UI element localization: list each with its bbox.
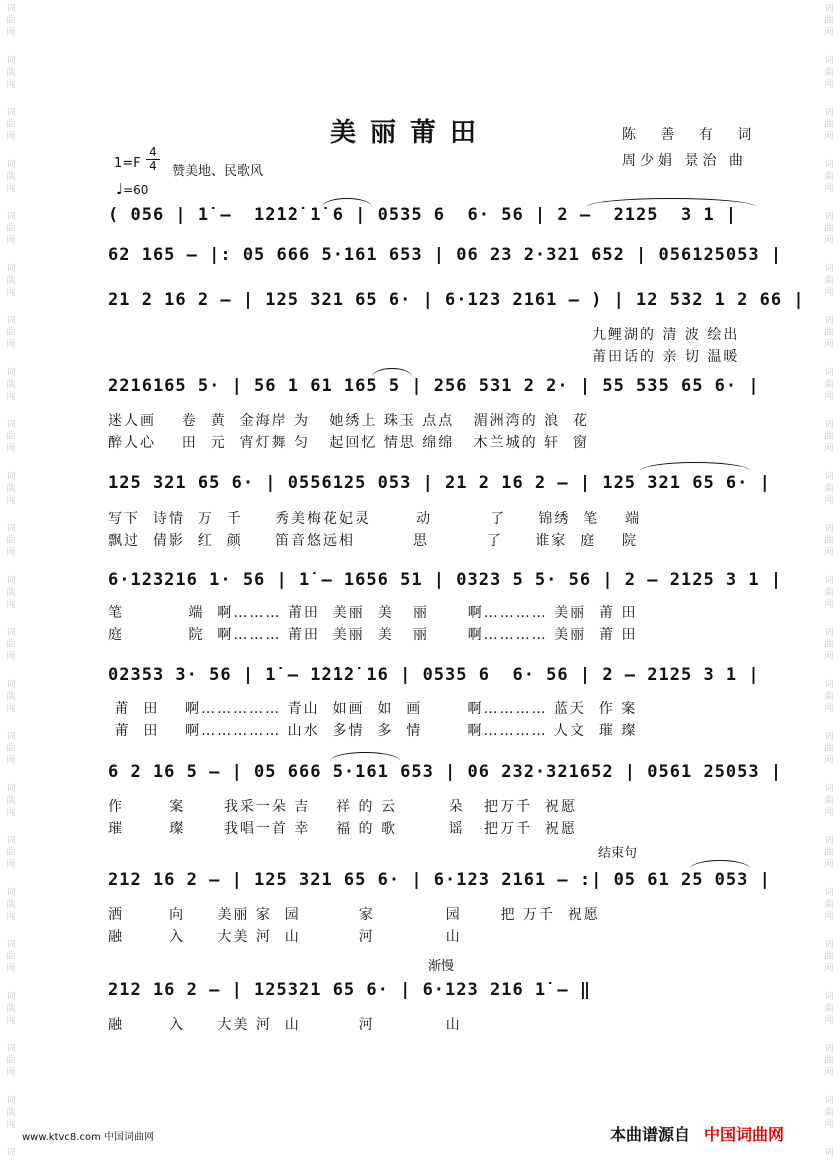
side-watermark-glyph: 词 (824, 56, 834, 66)
side-watermark-glyph: 曲 (824, 640, 834, 650)
side-watermark-glyph: 词 (824, 836, 834, 846)
side-watermark-glyph: 词 (6, 4, 16, 14)
score-line-4: 2216165 5· | 56 1 61 165 5 | 256 531 2 2· | 55 535 65 6· | (108, 376, 760, 396)
side-watermark-glyph: 词 (6, 108, 16, 118)
lyric-line-6a: 笔 端 啊……… 莆田 美丽 美 丽 啊………… 美丽 莆 田 (108, 605, 638, 621)
footer-source (610, 1122, 784, 1145)
side-watermark-glyph: 词 (6, 368, 16, 378)
side-watermark-glyph: 网 (824, 340, 834, 350)
side-watermark-glyph: 曲 (6, 1056, 16, 1066)
side-watermark-glyph: 词 (824, 628, 834, 638)
side-watermark-glyph: 曲 (6, 328, 16, 338)
side-watermark-glyph: 词 (824, 212, 834, 222)
side-watermark-glyph: 曲 (824, 380, 834, 390)
side-watermark-glyph: 词 (824, 160, 834, 170)
side-watermark-glyph: 曲 (824, 952, 834, 962)
side-watermark-glyph: 网 (824, 860, 834, 870)
side-watermark-glyph: 词 (6, 992, 16, 1002)
lyric-line-5a: 写下 诗情 万 千 秀美梅花妃灵 动 了 锦绣 笔 端 (108, 511, 642, 527)
lyric-line-7b: 莆 田 啊…………… 山水 多情 多 情 啊………… 人文 璀 璨 (108, 723, 638, 739)
side-watermark-glyph: 网 (824, 704, 834, 714)
side-watermark-glyph: 曲 (824, 536, 834, 546)
side-watermark-glyph: 词 (824, 992, 834, 1002)
side-watermark-glyph: 曲 (824, 796, 834, 806)
side-watermark-glyph: 曲 (6, 744, 16, 754)
side-watermark-glyph: 曲 (824, 900, 834, 910)
side-watermark-glyph: 曲 (6, 588, 16, 598)
side-watermark-glyph: 网 (6, 704, 16, 714)
side-watermark-glyph: 网 (6, 184, 16, 194)
side-watermark-glyph: 词 (6, 836, 16, 846)
side-watermark-glyph: 词 (824, 264, 834, 274)
side-watermark-glyph: 网 (6, 1068, 16, 1078)
side-watermark-glyph: 曲 (824, 224, 834, 234)
side-watermark-glyph: 词 (824, 680, 834, 690)
side-watermark-glyph: 词 (824, 1148, 834, 1158)
score-line-9: 212 16 2 – | 125 321 65 6· | 6·123 2161 – :| 05 61 25 053 | (108, 870, 771, 890)
side-watermark-glyph: 词 (6, 524, 16, 534)
lyric-line-6b: 庭 院 啊……… 莆田 美丽 美 丽 啊………… 美丽 莆 田 (108, 627, 638, 643)
side-watermark-glyph: 词 (6, 56, 16, 66)
slur-mark (690, 860, 750, 869)
side-watermark-glyph: 词 (824, 1044, 834, 1054)
side-watermark-glyph: 曲 (6, 952, 16, 962)
side-watermark-glyph: 曲 (824, 744, 834, 754)
side-watermark-glyph: 网 (6, 496, 16, 506)
side-watermark-glyph: 词 (6, 212, 16, 222)
side-watermark-glyph: 词 (6, 888, 16, 898)
lyric-line-4a: 迷人画 卷 黄 金海岸 为 她绣上 珠玉 点点 湄洲湾的 浪 花 (108, 413, 590, 429)
side-watermark-glyph: 词 (824, 1096, 834, 1106)
side-watermark-glyph: 词 (6, 732, 16, 742)
side-watermark-glyph: 网 (824, 1120, 834, 1130)
side-watermark-glyph: 词 (824, 4, 834, 14)
ending-marker: 结束句 (598, 846, 638, 861)
side-watermark-glyph: 网 (824, 236, 834, 246)
side-watermark-glyph: 曲 (6, 224, 16, 234)
side-watermark-glyph: 网 (824, 132, 834, 142)
side-watermark-glyph: 网 (6, 912, 16, 922)
side-watermark-glyph: 曲 (6, 484, 16, 494)
side-watermark-glyph: 网 (6, 1120, 16, 1130)
side-watermark-glyph: 网 (824, 548, 834, 558)
side-watermark-glyph: 网 (6, 600, 16, 610)
side-watermark-glyph: 曲 (6, 276, 16, 286)
side-watermark-glyph: 网 (824, 392, 834, 402)
score-line-2: 62 165 – |: 05 666 5·161 653 | 06 23 2·321 652 | 056125053 | (108, 245, 783, 265)
side-watermark-glyph: 网 (6, 236, 16, 246)
side-watermark-glyph: 网 (6, 444, 16, 454)
side-watermark-right (822, 0, 836, 1169)
score-line-10: 212 16 2 – | 125321 65 6· | 6·123 216 1̇ – ‖ (108, 980, 592, 1000)
side-watermark-glyph: 曲 (824, 120, 834, 130)
score-line-1: ( 056 | 1̇ – 1̇2̇1̇2̇ 1̇ 6 | 0535 6 6· 56 | 2 – 2125 3 1 | (108, 205, 738, 225)
footer-brand: 中国词曲网 (704, 1125, 785, 1144)
side-watermark-glyph: 网 (6, 132, 16, 142)
side-watermark-glyph: 网 (824, 600, 834, 610)
footer-source-label: 本曲谱源自 (610, 1125, 691, 1144)
lyric-line-8a: 作 案 我采一朵 吉 祥 的 云 朵 把万千 祝愿 (108, 799, 577, 815)
ritardando-marker: 渐慢 (428, 959, 455, 974)
side-watermark-glyph: 网 (6, 652, 16, 662)
side-watermark-glyph: 网 (6, 288, 16, 298)
side-watermark-glyph: 网 (824, 444, 834, 454)
song-title: 美丽莆田 (330, 118, 491, 148)
side-watermark-glyph: 词 (824, 420, 834, 430)
side-watermark-glyph: 曲 (6, 172, 16, 182)
side-watermark-glyph: 曲 (824, 432, 834, 442)
side-watermark-glyph: 网 (824, 652, 834, 662)
side-watermark-glyph: 曲 (824, 1004, 834, 1014)
slur-mark (372, 368, 412, 377)
side-watermark-glyph: 词 (6, 784, 16, 794)
side-watermark-glyph: 网 (6, 808, 16, 818)
style-marking: 赞美地、民歌风 (172, 164, 264, 179)
side-watermark-glyph: 词 (6, 472, 16, 482)
side-watermark-glyph: 网 (6, 860, 16, 870)
lyric-line-3b: 莆田话的 亲 切 温暖 (592, 349, 740, 365)
side-watermark-glyph: 曲 (6, 692, 16, 702)
side-watermark-glyph: 词 (824, 316, 834, 326)
side-watermark-glyph: 词 (824, 108, 834, 118)
lyric-line-7a: 莆 田 啊…………… 青山 如画 如 画 啊………… 蓝天 作 案 (108, 701, 638, 717)
side-watermark-glyph: 网 (6, 964, 16, 974)
time-signature (146, 146, 160, 173)
side-watermark-glyph: 曲 (824, 16, 834, 26)
side-watermark-glyph: 词 (6, 1096, 16, 1106)
lyric-line-5b: 飘过 倩影 红 颜 笛音悠远相 思 了 谁家 庭 院 (108, 533, 639, 549)
side-watermark-glyph: 词 (824, 888, 834, 898)
lyric-line-8b: 璀 璨 我唱一首 幸 福 的 歌 谣 把万千 祝愿 (108, 821, 577, 837)
side-watermark-glyph: 曲 (824, 68, 834, 78)
side-watermark-glyph: 词 (824, 524, 834, 534)
side-watermark-glyph: 词 (824, 732, 834, 742)
side-watermark-glyph: 曲 (824, 692, 834, 702)
side-watermark-glyph: 网 (6, 548, 16, 558)
side-watermark-glyph: 网 (824, 1016, 834, 1026)
side-watermark-glyph: 网 (824, 756, 834, 766)
side-watermark-glyph: 网 (824, 1068, 834, 1078)
side-watermark-glyph: 曲 (824, 848, 834, 858)
side-watermark-glyph: 曲 (6, 796, 16, 806)
side-watermark-glyph: 网 (824, 184, 834, 194)
side-watermark-glyph: 曲 (6, 848, 16, 858)
side-watermark-glyph: 词 (824, 940, 834, 950)
side-watermark-glyph: 曲 (6, 16, 16, 26)
side-watermark-glyph: 网 (824, 496, 834, 506)
side-watermark-glyph: 网 (824, 964, 834, 974)
side-watermark-glyph: 曲 (6, 1108, 16, 1118)
lyric-line-4b: 醉人心 田 元 宵灯舞 匀 起回忆 情思 绵绵 木兰城的 轩 窗 (108, 435, 590, 451)
side-watermark-glyph: 曲 (6, 900, 16, 910)
side-watermark-glyph: 词 (6, 264, 16, 274)
slur-mark (586, 198, 756, 207)
side-watermark-left (4, 0, 18, 1169)
side-watermark-glyph: 网 (6, 392, 16, 402)
slur-mark (640, 462, 750, 471)
side-watermark-glyph: 曲 (6, 120, 16, 130)
side-watermark-glyph: 网 (824, 288, 834, 298)
score-line-5: 125 321 65 6· | 0556125 053 | 21 2 16 2 – | 125 321 65 6· | (108, 473, 771, 493)
side-watermark-glyph: 网 (824, 80, 834, 90)
side-watermark-glyph: 曲 (6, 68, 16, 78)
side-watermark-glyph: 词 (6, 316, 16, 326)
side-watermark-glyph: 曲 (824, 1108, 834, 1118)
footer-site: www.ktvc8.com 中国词曲网 (22, 1132, 155, 1143)
side-watermark-glyph: 曲 (824, 172, 834, 182)
side-watermark-glyph: 词 (824, 784, 834, 794)
slur-mark (322, 198, 372, 207)
side-watermark-glyph: 词 (6, 1044, 16, 1054)
lyric-line-9b: 融 入 大美 河 山 河 山 (108, 929, 462, 945)
side-watermark-glyph: 曲 (824, 1056, 834, 1066)
tempo-value: =60 (123, 183, 149, 197)
score-line-3: 21 2 16 2 – | 125 321 65 6· | 6·123 2161 – ) | 12 532 1 2 66 | (108, 290, 805, 310)
tempo-marking (116, 180, 148, 198)
side-watermark-glyph: 曲 (6, 536, 16, 546)
side-watermark-glyph: 词 (824, 368, 834, 378)
side-watermark-glyph: 曲 (6, 640, 16, 650)
side-watermark-glyph: 网 (6, 756, 16, 766)
side-watermark-glyph: 网 (6, 28, 16, 38)
score-line-8: 6 2 16 5 – | 05 666 5·161 653 | 06 232·321652 | 0561 25053 | (108, 762, 783, 782)
side-watermark-glyph: 曲 (824, 484, 834, 494)
side-watermark-glyph: 词 (6, 576, 16, 586)
side-watermark-glyph: 网 (6, 80, 16, 90)
side-watermark-glyph: 词 (6, 1148, 16, 1158)
side-watermark-glyph: 曲 (824, 328, 834, 338)
side-watermark-glyph: 词 (6, 940, 16, 950)
side-watermark-glyph: 曲 (824, 276, 834, 286)
score-line-7: 02353 3· 56 | 1̇ – 1̇2̇1̇2̇ 16 | 0535 6 6· 56 | 2 – 2125 3 1 | (108, 665, 760, 685)
lyric-line-3a: 九鲤湖的 清 波 绘出 (592, 327, 740, 343)
side-watermark-glyph: 网 (824, 808, 834, 818)
side-watermark-glyph: 曲 (6, 380, 16, 390)
meter-bottom: 4 (146, 159, 160, 173)
score-line-6: 6·123216 1· 56 | 1̇ – 1656 51 | 0323 5 5· 56 | 2 – 2125 3 1 | (108, 570, 783, 590)
meter-top: 4 (149, 145, 157, 159)
side-watermark-glyph: 词 (6, 160, 16, 170)
side-watermark-glyph: 曲 (824, 588, 834, 598)
lyric-line-10a: 融 入 大美 河 山 河 山 (108, 1017, 462, 1033)
side-watermark-glyph: 曲 (6, 432, 16, 442)
quarter-note-icon: ♩ (116, 180, 124, 198)
side-watermark-glyph: 词 (824, 472, 834, 482)
side-watermark-glyph: 网 (824, 912, 834, 922)
lyricist-credit: 陈 善 有 词 (622, 127, 762, 143)
lyric-line-9a: 洒 向 美丽 家 园 家 园 把 万千 祝愿 (108, 907, 600, 923)
slur-mark (330, 752, 400, 761)
side-watermark-glyph: 网 (6, 1016, 16, 1026)
side-watermark-glyph: 词 (6, 628, 16, 638)
side-watermark-glyph: 曲 (6, 1004, 16, 1014)
side-watermark-glyph: 词 (824, 576, 834, 586)
composer-credit: 周少娟 景治 曲 (622, 153, 747, 169)
side-watermark-glyph: 词 (6, 680, 16, 690)
side-watermark-glyph: 网 (824, 28, 834, 38)
side-watermark-glyph: 词 (6, 420, 16, 430)
key-signature: 1=F (114, 156, 141, 171)
side-watermark-glyph: 网 (6, 340, 16, 350)
